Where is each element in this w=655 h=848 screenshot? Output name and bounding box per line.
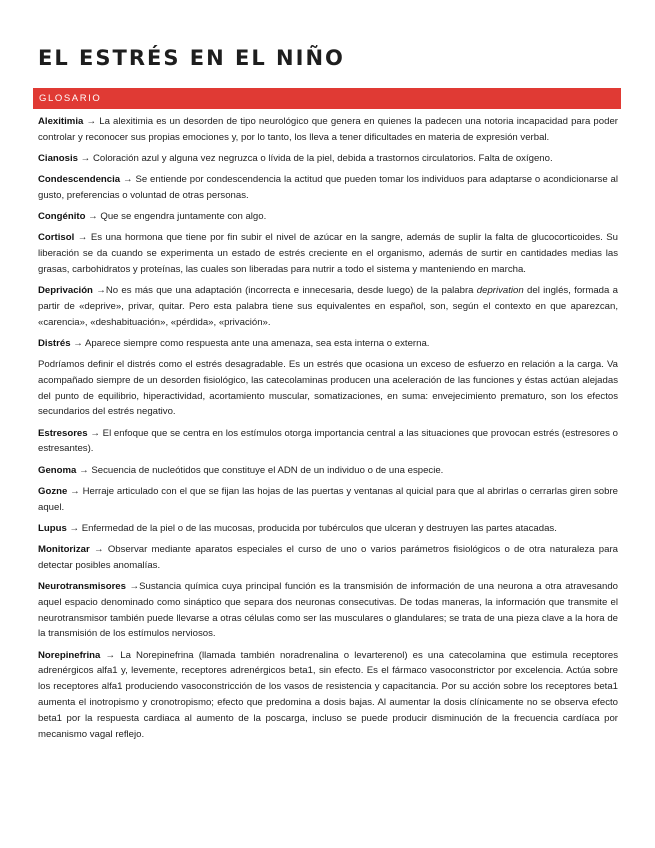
glossary-term: Cianosis bbox=[38, 152, 78, 164]
glossary-definition: Coloración azul y alguna vez negruzca o lívida de la piel, debida a trastornos circulatorios. Falta de oxígeno. bbox=[92, 152, 553, 164]
glossary-term: Congénito bbox=[38, 211, 86, 223]
glossary-entry bbox=[38, 230, 618, 277]
arrow-icon: → bbox=[122, 174, 133, 186]
glossary-list bbox=[38, 114, 618, 748]
glossary-term: Lupus bbox=[38, 522, 67, 534]
arrow-icon: → bbox=[73, 337, 83, 349]
glossary-definition: Que se engendra juntamente con algo. bbox=[100, 211, 267, 223]
arrow-icon: → bbox=[93, 544, 104, 556]
glossary-entry bbox=[38, 521, 618, 537]
arrow-icon: → bbox=[90, 427, 100, 439]
arrow-icon: → bbox=[129, 581, 140, 592]
glossary-definition: Enfermedad de la piel o de las mucosas, producida por tubérculos que ulceran y destruyen las partes atacadas. bbox=[81, 522, 557, 534]
glossary-entry bbox=[38, 151, 618, 167]
section-banner bbox=[33, 88, 621, 109]
glossary-term: Norepinefrina bbox=[38, 649, 101, 661]
glossary-definition: Aparece siempre como respuesta ante una amenaza, sea esta interna o externa. bbox=[84, 337, 430, 349]
glossary-entry bbox=[38, 463, 618, 479]
glossary-term: Monitorizar bbox=[38, 544, 90, 556]
glossary-definition: Es una hormona que tiene por fin subir el nivel de azúcar en la sangre, además de suplir la falta de glucocorticoides. Su liberación se da cuando se experimenta un estado de estrés creciente en el organismo, además de surtir en cantidades medias las grasas, carbohidratos y proteínas, las cuales son liberadas para nutrir a todo el sistema y manteniendo en marcha. bbox=[38, 232, 618, 275]
arrow-icon: → bbox=[70, 485, 80, 497]
glossary-term: Gozne bbox=[38, 485, 68, 497]
glossary-definition-italic: deprivation bbox=[476, 285, 524, 297]
glossary-term: Cortisol bbox=[38, 232, 75, 244]
glossary-definition: Secuencia de nucleótidos que constituye el ADN de un individuo o de una especie. bbox=[91, 464, 444, 476]
glossary-entry bbox=[38, 114, 618, 146]
glossary-term: Condescendencia bbox=[38, 174, 121, 186]
glossary-entry bbox=[38, 579, 618, 642]
glossary-term: Deprivación bbox=[38, 285, 93, 297]
glossary-entry bbox=[38, 209, 618, 225]
glossary-entry bbox=[38, 648, 618, 743]
glossary-term: Genoma bbox=[38, 464, 77, 476]
glossary-term: Distrés bbox=[38, 337, 71, 349]
glossary-definition: No es más que una adaptación (incorrecta e innecesaria, desde luego) de la palabra bbox=[105, 285, 477, 297]
glossary-definition: La alexitimia es un desorden de tipo neurológico que genera en quienes la padecen una notoria incapacidad para poder controlar y reconocer sus propias emociones y, por lo tanto, los lleva a tener dificultades en materia de expresión verbal. bbox=[38, 116, 618, 143]
glossary-entry bbox=[38, 542, 618, 574]
arrow-icon: → bbox=[80, 152, 91, 164]
glossary-definition: Se entiende por condescendencia la actitud que pueden tomar los individuos para adaptarse o acondicionarse al gusto, preferencias o voluntad de otras personas. bbox=[38, 174, 618, 201]
glossary-entry bbox=[38, 426, 618, 458]
glossary-definition: Sustancia química cuya principal función es la transmisión de información de una neurona a otra atravesando aquel espacio denominado como sináptico que separa dos neuronas consecutivas. De todas maneras, la información que transmite el neurotransmisor también puede llevarse a otras células como ser las musculares o glandulares; se trata de una pieza clave a la hora de la transmisión de los estímulos nerviosos. bbox=[38, 581, 619, 640]
arrow-icon: → bbox=[105, 649, 116, 661]
glossary-definition: del inglés, formada a partir de «deprive», privar, quitar. Pero esta palabra tiene sus equivalentes en español, son, según el contexto en que aparezcan, «carencia», «deshabituación», «pérdida», «privación». bbox=[38, 285, 618, 328]
arrow-icon: → bbox=[96, 285, 106, 297]
glossary-definition: El enfoque que se centra en los estímulos otorga importancia central a las situaciones que provocan estrés (estresores o estresantes). bbox=[38, 427, 618, 455]
glossary-entry bbox=[38, 484, 618, 516]
arrow-icon: → bbox=[86, 116, 97, 127]
glossary-paragraph: Podríamos definir el distrés como el estrés desagradable. Es un estrés que ocasiona un exceso de esfuerzo en relación a la carga. Va acompañado siempre de un desorden fisiológico, las catecolaminas producen una aceleración de las funciones y éstas actúan alejadas del punto de equilibrio, hiperactividad, acortamiento muscular, somatizaciones, en suma: envejecimiento prematuro, son los efectos secundarios del estrés negativo. bbox=[38, 359, 618, 418]
glossary-entry bbox=[38, 172, 618, 204]
glossary-entry bbox=[38, 336, 618, 352]
document-title: EL ESTRÉS EN EL NIÑO bbox=[38, 46, 345, 70]
arrow-icon: → bbox=[88, 211, 98, 223]
glossary-term: Neurotransmisores bbox=[38, 581, 126, 592]
glossary-entry bbox=[38, 283, 618, 330]
arrow-icon: → bbox=[77, 232, 88, 244]
glossary-definition: Observar mediante aparatos especiales el curso de uno o varios parámetros fisiológicos o de otra naturaleza para detectar posibles anomalías. bbox=[38, 544, 618, 571]
section-label: GLOSARIO bbox=[39, 93, 102, 104]
glossary-definition: Herraje articulado con el que se fijan las hojas de las puertas y ventanas al quicial para que al abrirlas o cerrarlas giren sobre aquel. bbox=[38, 485, 618, 513]
arrow-icon: → bbox=[79, 464, 89, 476]
glossary-term: Alexitimia bbox=[38, 116, 84, 127]
glossary-term: Estresores bbox=[38, 427, 88, 439]
arrow-icon: → bbox=[69, 522, 80, 534]
glossary-definition: La Norepinefrina (llamada también noradrenalina o levarterenol) es una catecolamina que estimula receptores adrenérgicos alfa1 y, levemente, receptores adrenérgicos beta1, sin efecto. Es el fármaco vasoconstrictor por excelencia. Actúa sobre los receptores alfa1 produciendo vasoconstricción de los vasos de resistencia y capacitancia. Por su acción sobre los receptores beta1 aumenta el inotropismo y cronotropismo; efecto que predomina a dosis bajas. Al aumentar la dosis clínicamente no se observa efecto beta1 por la respuesta cardiaca al aumento de la poscarga, incluso se puede producir disminución de la frecuencia cardíaca por mecanismo vagal reflejo. bbox=[38, 649, 619, 740]
